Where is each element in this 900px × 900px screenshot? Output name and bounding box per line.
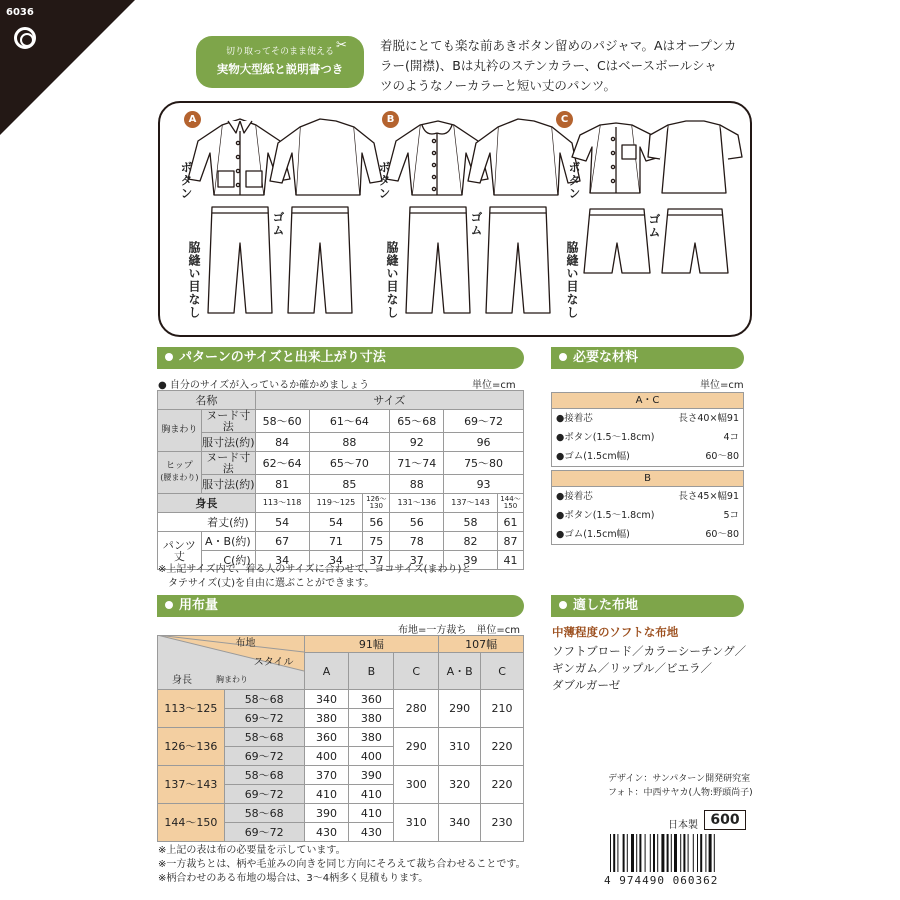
table-cell: 96 [444, 433, 524, 452]
table-cell: 310 [439, 728, 481, 766]
table-cell: 85 [309, 475, 390, 494]
table-cell: 34 [309, 551, 363, 570]
footnote: ※一方裁ちとは、柄や毛並みの向きを同じ方向にそろえて裁ち合わせることです。 [158, 859, 526, 870]
table-cell: 75〜80 [444, 452, 524, 475]
credits [608, 772, 753, 800]
material-row [552, 447, 743, 466]
chest-cell: 69〜72 [224, 785, 304, 804]
table-cell: 58〜60 [255, 410, 309, 433]
fabric-section-title: 用布量 [179, 598, 219, 613]
footnote: ※柄合わせのある布地の場合は、3〜4柄多く見積もります。 [158, 873, 429, 884]
table-cell: 34 [255, 551, 309, 570]
corner-triangle [0, 0, 135, 135]
table-cell: 78 [390, 532, 444, 551]
table-cell: 65〜70 [309, 452, 390, 475]
style-c-button-label: ボタン [567, 161, 581, 200]
style-a-header: A [304, 653, 349, 690]
materials-group-b [551, 470, 744, 545]
table-cell: 310 [394, 804, 439, 842]
material-label: ●ゴム(1.5cm幅) [556, 451, 630, 462]
chest-cell: 58〜68 [224, 690, 304, 709]
fabric-unit-note: 布地=一方裁ち 単位=cm [398, 625, 520, 636]
table-cell: 93 [444, 475, 524, 494]
table-cell: 62〜64 [255, 452, 309, 475]
scissors-icon: ✂ [336, 38, 347, 53]
style-b-pants-front-icon [406, 207, 470, 313]
table-cell: 210 [481, 690, 524, 728]
style-a-marker: A [184, 111, 201, 128]
pants-length-label: パンツ丈 [158, 532, 202, 570]
fabric-list-line: ソフトブロード／カラーシーチング／ [552, 644, 747, 658]
chest-cell: 58〜68 [224, 728, 304, 747]
banner-line-1: 切り取ってそのまま使える [225, 47, 334, 57]
table-cell: 113〜118 [255, 494, 309, 513]
corner-height-label: 身長 [172, 675, 192, 686]
size-section-title: パターンのサイズと出来上がり寸法 [179, 350, 386, 365]
garment-size-label: 服寸法(約) [201, 475, 255, 494]
style-c-header: C [394, 653, 439, 690]
footnote: ※上記の表は布の必要量を示しています。 [158, 845, 346, 856]
style-a-shirt-back-icon [270, 119, 382, 195]
table-cell: 340 [439, 804, 481, 842]
style-ab-header: A・B [439, 653, 481, 690]
material-value: 60〜80 [705, 451, 739, 462]
width-107-header: 107幅 [439, 636, 524, 653]
chest-label: 胸まわり [158, 410, 202, 452]
table-cell: 280 [394, 690, 439, 728]
table-cell: 41 [497, 551, 523, 570]
table-cell: 56 [363, 513, 390, 532]
table-cell: 340 [304, 690, 349, 709]
style-c-marker: C [556, 111, 573, 128]
style-b-marker: B [382, 111, 399, 128]
height-group-cell: 137〜143 [158, 766, 225, 804]
intro-line: 着脱にとても楽な前あきボタン留めのパジャマ。Aはオープンカ [380, 38, 737, 53]
footnote: ※上記サイズ内で、着る人のサイズに合わせて、ヨコサイズ(まわり)と [158, 564, 472, 575]
table-cell: 126〜130 [363, 494, 390, 513]
style-a-pants-back-icon [288, 207, 352, 313]
material-label: ●ボタン(1.5〜1.8cm) [556, 432, 655, 443]
table-cell: 84 [255, 433, 309, 452]
material-value: 長さ40×幅91 [678, 413, 739, 424]
bullet-icon [559, 353, 567, 361]
table-cell: 54 [255, 513, 309, 532]
height-label: 身長 [158, 494, 256, 513]
chest-cell: 69〜72 [224, 709, 304, 728]
style-c-elastic-label: ゴム [647, 213, 661, 239]
material-value: 5コ [723, 510, 739, 521]
fabric-section-header [157, 595, 524, 617]
materials-title: 必要な材料 [573, 350, 639, 365]
material-row [552, 487, 743, 506]
length-label: 着丈(約) [158, 513, 256, 532]
corner-fabric-label: 布地 [235, 638, 256, 649]
size-footnotes [158, 563, 471, 591]
hip-label-main: ヒップ [166, 461, 193, 471]
table-cell: 61 [497, 513, 523, 532]
style-a-elastic-label: ゴム [271, 211, 285, 237]
style-b-seam-label: 脇縫い目なし [385, 241, 399, 319]
table-cell: 131〜136 [390, 494, 444, 513]
table-cell: 290 [394, 728, 439, 766]
style-a-pants-front-icon [208, 207, 272, 313]
table-cell: 410 [349, 785, 394, 804]
height-group-cell: 113〜125 [158, 690, 225, 728]
size-note: ● 自分のサイズが入っているか確かめましょう [158, 380, 370, 391]
table-cell: 400 [349, 747, 394, 766]
table-cell: 65〜68 [390, 410, 444, 433]
style-c107-header: C [481, 653, 524, 690]
suitable-fabric-subtitle: 中薄程度のソフトな布地 [552, 625, 679, 639]
table-cell: 61〜64 [309, 410, 390, 433]
materials-unit: 単位=cm [700, 380, 744, 391]
barcode-number: 4 974490 060362 [604, 874, 719, 887]
table-cell: 92 [390, 433, 444, 452]
style-c-seam-label: 脇縫い目なし [565, 241, 579, 319]
table-cell: 88 [309, 433, 390, 452]
size-section-header [157, 347, 524, 369]
style-b-elastic-label: ゴム [469, 211, 483, 237]
table-cell: 67 [255, 532, 309, 551]
brand-logo-icon [14, 27, 36, 49]
table-cell: 380 [304, 709, 349, 728]
name-header: 名称 [158, 391, 256, 410]
material-row [552, 409, 743, 428]
price-box: 600 [704, 810, 746, 830]
pants-ab-label: A・B(約) [201, 532, 255, 551]
table-cell: 88 [390, 475, 444, 494]
style-c-shirt-front-icon [572, 123, 660, 193]
style-c-shorts-back-icon [662, 209, 728, 273]
banner-line-2: 実物大型紙と説明書つき [216, 62, 344, 76]
hip-label [158, 452, 202, 494]
made-in-label: 日本製 [668, 820, 698, 831]
table-cell: 410 [349, 804, 394, 823]
hip-label-sub: (腰まわり) [160, 473, 199, 482]
table-cell: 360 [304, 728, 349, 747]
style-b-pants-back-icon [486, 207, 550, 313]
table-cell: 400 [304, 747, 349, 766]
material-label: ●ボタン(1.5〜1.8cm) [556, 510, 655, 521]
table-cell: 390 [349, 766, 394, 785]
chest-cell: 58〜68 [224, 804, 304, 823]
table-cell: 119〜125 [309, 494, 363, 513]
table-cell: 360 [349, 690, 394, 709]
size-table [157, 390, 524, 570]
table-cell: 230 [481, 804, 524, 842]
table-cell: 410 [304, 785, 349, 804]
material-row [552, 428, 743, 447]
intro-text [380, 36, 750, 96]
fabric-table [157, 635, 524, 842]
style-a-seam-label: 脇縫い目なし [187, 241, 201, 319]
size-note-text: 自分のサイズが入っているか確かめましょう [169, 380, 370, 391]
barcode-icon [608, 834, 748, 874]
bullet-icon [165, 601, 173, 609]
fabric-corner-cell [158, 636, 305, 690]
table-cell: 137〜143 [444, 494, 498, 513]
size-header: サイズ [255, 391, 523, 410]
material-row [552, 525, 743, 544]
credit-line: デザイン：サンパターン開発研究室 [608, 774, 751, 784]
height-group-cell: 126〜136 [158, 728, 225, 766]
table-cell: 82 [444, 532, 498, 551]
table-cell: 220 [481, 766, 524, 804]
style-a-button-label: ボタン [179, 161, 193, 200]
style-b-button-label: ボタン [377, 161, 391, 200]
table-cell: 81 [255, 475, 309, 494]
table-cell: 370 [304, 766, 349, 785]
table-cell: 430 [304, 823, 349, 842]
style-b-shirt-back-icon [468, 119, 580, 195]
garment-drawings [160, 103, 754, 339]
corner-style-label: スタイル [253, 657, 294, 668]
table-cell: 75 [363, 532, 390, 551]
bullet-icon [559, 601, 567, 609]
intro-line: ツのようなノーカラーと短い丈のパンツ。 [380, 78, 617, 93]
corner-chest-label: 胸まわり [216, 675, 248, 684]
size-unit: 単位=cm [472, 380, 516, 391]
style-c-shirt-back-icon [648, 121, 742, 193]
bullet-icon [165, 353, 173, 361]
material-label: ●ゴム(1.5cm幅) [556, 529, 630, 540]
material-row [552, 506, 743, 525]
table-cell: 37 [363, 551, 390, 570]
table-cell: 58 [444, 513, 498, 532]
garment-size-label: 服寸法(約) [201, 433, 255, 452]
materials-group-ac [551, 392, 744, 467]
style-illustrations [158, 101, 752, 337]
table-cell: 71〜74 [390, 452, 444, 475]
materials-group-name: A・C [552, 393, 743, 409]
material-value: 長さ45×幅91 [678, 491, 739, 502]
table-cell: 71 [309, 532, 363, 551]
fabric-footnotes [158, 844, 526, 886]
table-cell: 69〜72 [444, 410, 524, 433]
pants-c-label: C(約) [201, 551, 255, 570]
table-cell: 144〜150 [497, 494, 523, 513]
width-91-header: 91幅 [304, 636, 439, 653]
product-code: 6036 [6, 7, 34, 18]
material-value: 4コ [723, 432, 739, 443]
table-cell: 320 [439, 766, 481, 804]
suitable-fabric-title: 適した布地 [573, 598, 639, 613]
table-cell: 54 [309, 513, 363, 532]
materials-group-name: B [552, 471, 743, 487]
table-cell: 37 [390, 551, 444, 570]
fabric-table-wrapper [157, 635, 524, 843]
table-cell: 56 [390, 513, 444, 532]
table-cell: 430 [349, 823, 394, 842]
chest-cell: 69〜72 [224, 747, 304, 766]
nude-size-label: ヌード寸法 [201, 410, 255, 433]
material-label: ●接着芯 [556, 413, 593, 424]
material-value: 60〜80 [705, 529, 739, 540]
intro-line: ラー(開襟)、Bは丸衿のステンカラー、Cはベースボールシャ [380, 58, 717, 73]
table-cell: 380 [349, 728, 394, 747]
fabric-list-line: ダブルガーゼ [552, 678, 621, 692]
table-cell: 290 [439, 690, 481, 728]
height-group-cell: 144〜150 [158, 804, 225, 842]
table-cell: 300 [394, 766, 439, 804]
nude-size-label: ヌード寸法 [201, 452, 255, 475]
chest-cell: 69〜72 [224, 823, 304, 842]
table-cell: 39 [444, 551, 498, 570]
materials-header [551, 347, 744, 369]
table-cell: 220 [481, 728, 524, 766]
chest-cell: 58〜68 [224, 766, 304, 785]
style-c-shorts-front-icon [584, 209, 650, 273]
table-cell: 87 [497, 532, 523, 551]
style-b-header: B [349, 653, 394, 690]
suitable-fabric-list [552, 643, 746, 694]
table-cell: 390 [304, 804, 349, 823]
table-cell: 380 [349, 709, 394, 728]
fabric-list-line: ギンガム／リップル／ビエラ／ [552, 661, 712, 675]
suitable-fabric-header [551, 595, 744, 617]
footnote: タテサイズ(丈)を自由に選ぶことができます。 [158, 578, 375, 589]
material-label: ●接着芯 [556, 491, 593, 502]
credit-line: フォト：中西サヤカ(人物:野頭尚子) [608, 788, 753, 798]
